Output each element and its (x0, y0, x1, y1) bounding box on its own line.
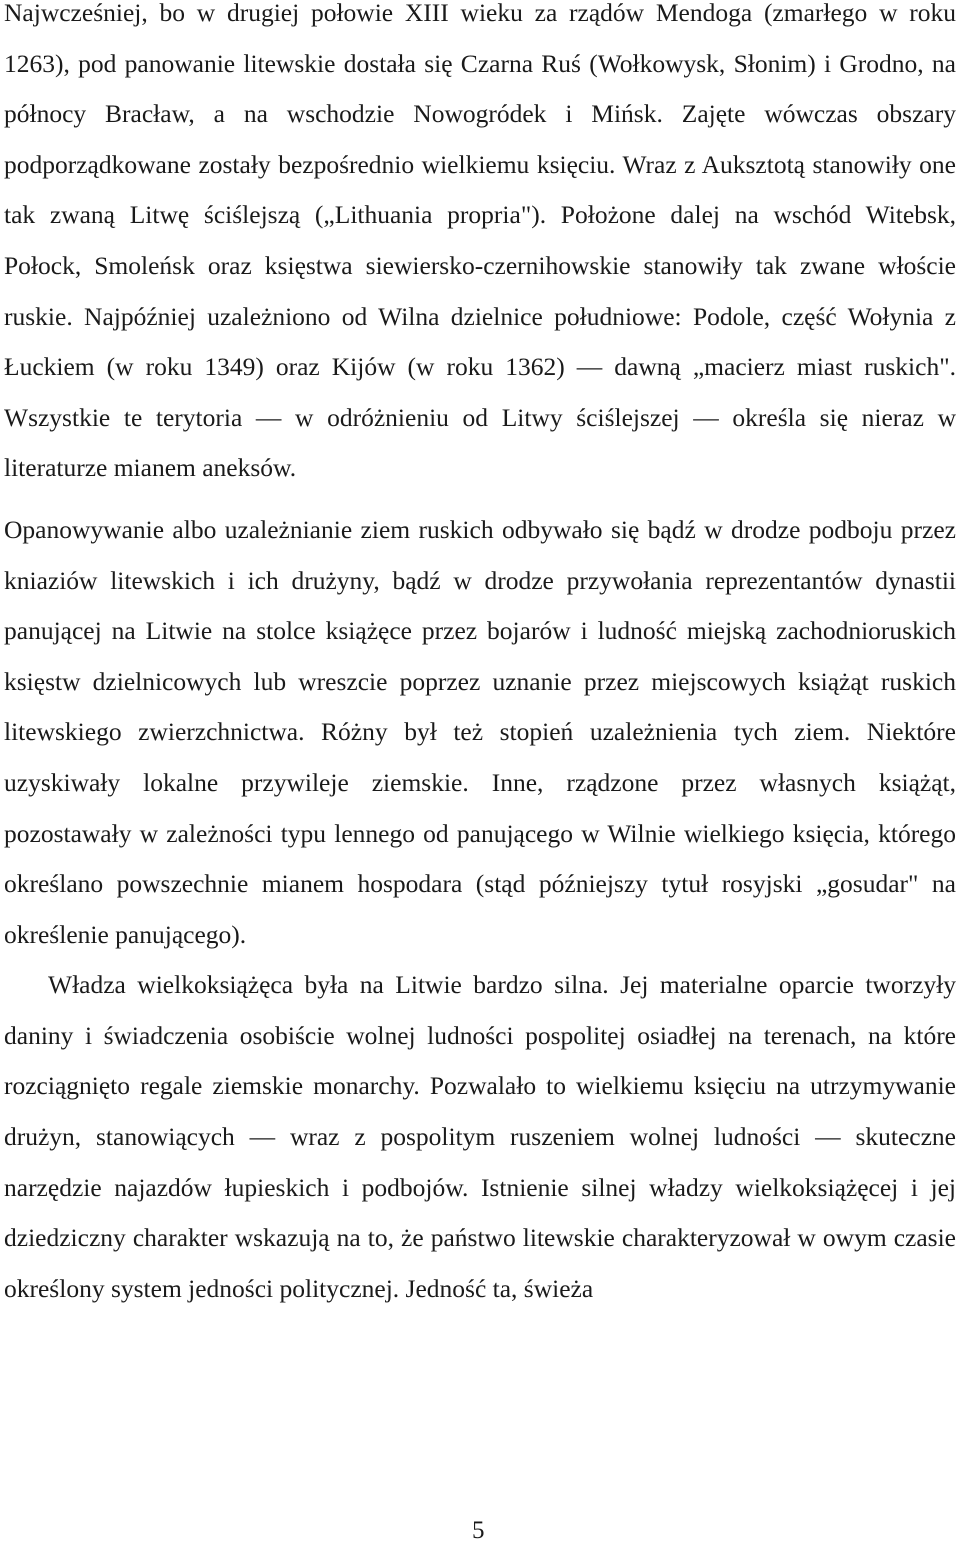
paragraph-ruthenian-lands: Opanowywanie albo uzależnianie ziem ruskich odbywało się bądź w drodze podboju przez kniaziów litewskich i ich drużyny, bądź w drodze przywołania reprezentantów dynastii panującej na Litwie na stolce książęce przez bojarów i ludność miejską zachodnioruskich księstw dzielnicowych lub wreszcie poprzez uznanie przez miejscowych książąt ruskich litewskiego zwierzchnictwa. Różny był też stopień uzależnienia tych ziem. Niektóre uzyskiwały lokalne przywileje ziemskie. Inne, rządzone przez własnych książąt, pozostawały w zależności typu lennego od panującego w Wilnie wielkiego księcia, którego określano powszechnie mianem hospodara (stąd późniejszy tytuł rosyjski „gosudar" na określenie panującego). (4, 514, 956, 949)
paragraph-mendog-annexations: Najwcześniej, bo w drugiej połowie XIII wieku za rządów Mendoga (zmarłego w roku 1263), pod panowanie litewskie dostała się Czarna Ruś (Wołkowysk, Słonim) i Grodno, na północy Bracław, a na wschodzie Nowogródek i Mińsk. Zajęte wówczas obszary podporządkowane zostały bezpośrednio wielkiemu księciu. Wraz z Auksztotą stanowiły one tak zwaną Litwę ściślejszą („Lithuania propria"). Położone dalej na wschód Witebsk, Połock, Smoleńsk oraz księstwa siewiersko-czernihowskie stanowiły tak zwane włoście ruskie. Najpóźniej uzależniono od Wilna dzielnice południowe: Podole, część Wołynia z Łuckiem (w roku 1349) oraz Kijów (w roku 1362) — dawną „macierz miast ruskich". Wszystkie te terytoria — w odróżnieniu od Litwy ściślejszej — określa się nieraz w literaturze mianem aneksów. (4, 0, 956, 483)
page-number: 5 (472, 1517, 485, 1544)
document-page (4, 0, 956, 1314)
paragraph-grand-ducal-power: Władza wielkoksiążęca była na Litwie bardzo silna. Jej materialne oparcie tworzyły daniny i świadczenia osobiście wolnej ludności pospolitej osiadłej na terenach, na które rozciągnięto regale ziemskie monarchy. Pozwalało to wielkiemu księciu na utrzymywanie drużyn, stanowiących — wraz z pospolitym ruszeniem wolnej ludności — skuteczne narzędzie najazdów łupieskich i podbojów. Istnienie silnej władzy wielkoksiążęcej i jej dziedziczny charakter wskazują na to, że państwo litewskie charakteryzował w owym czasie określony system jedności politycznej. Jedność ta, świeża (4, 970, 956, 1303)
